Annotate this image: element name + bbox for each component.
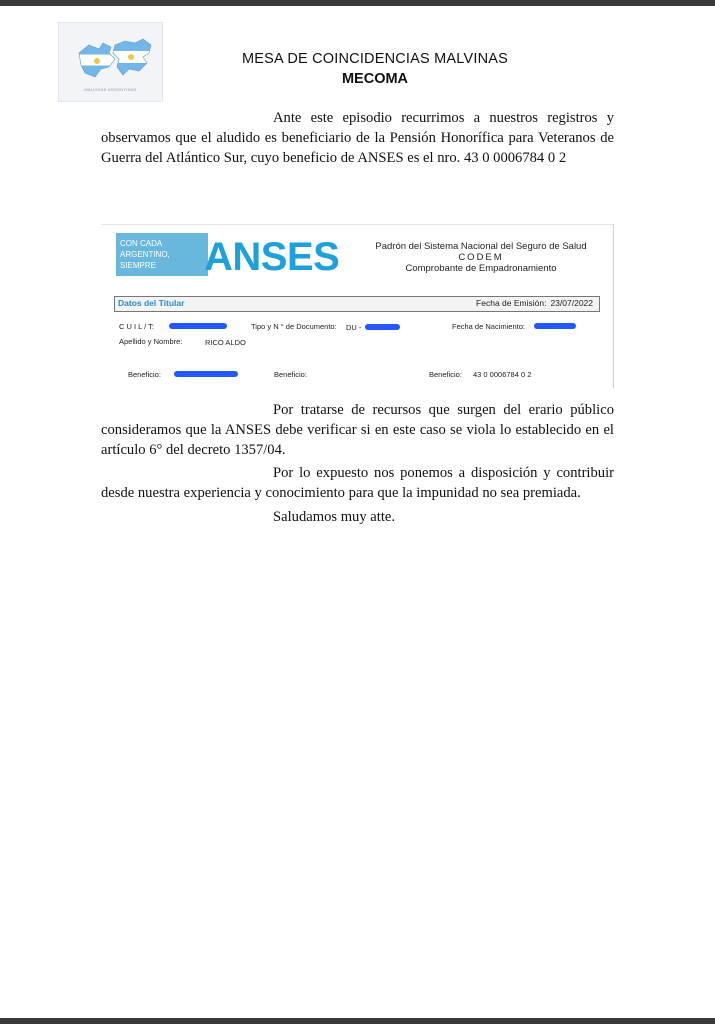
benefit-1-redaction — [174, 371, 238, 377]
name-label: Apellido y Nombre: — [119, 337, 183, 346]
benefit-3-label: Beneficio: — [429, 370, 462, 379]
emision-value: 23/07/2022 — [550, 298, 593, 308]
doc-label: Tipo y N ° de Documento: — [251, 322, 337, 331]
anses-codem-card — [101, 224, 614, 388]
doc-redaction — [365, 324, 400, 330]
logo-caption: MALVINAS ARGENTINAS — [84, 87, 137, 92]
slogan-line-2: ARGENTINO, — [120, 250, 170, 259]
card-header-line-1: Padrón del Sistema Nacional del Seguro de Salud — [375, 241, 587, 252]
organization-title: MESA DE COINCIDENCIAS MALVINAS — [242, 51, 508, 67]
slogan-line-1: CON CADA — [120, 239, 163, 248]
top-edge-bar — [0, 0, 715, 6]
paragraph-1-text: Ante este episodio recurrimos a nuestros registros y observamos que el aludido es beneficiario de la Pensión Honorífica para Veteranos de Guerra del Atlántico Sur, cuyo beneficio de ANSES es el nro. 43 0 0006784 0 2 — [101, 110, 614, 166]
cuil-redaction — [169, 323, 227, 329]
anses-slogan-banner — [116, 233, 208, 276]
name-value: RICO ALDO — [205, 338, 246, 347]
card-border-right — [613, 224, 614, 388]
titular-section-title: Datos del Titular — [118, 298, 185, 308]
paragraph-3 — [101, 463, 614, 503]
paragraph-2 — [101, 400, 614, 460]
paragraph-1 — [101, 108, 614, 168]
paragraph-3-text: Por lo expuesto nos ponemos a disposición y contribuir desde nuestra experiencia y conocimiento para que la impunidad no sea premiada. — [101, 465, 614, 501]
organization-logo — [58, 22, 163, 102]
titular-section-header — [114, 296, 600, 312]
slogan-line-3: SIEMPRE — [120, 261, 157, 270]
card-border-top — [101, 224, 614, 225]
benefit-3-value: 43 0 0006784 0 2 — [473, 370, 532, 379]
emision-label: Fecha de Emisión: — [476, 298, 547, 308]
birthdate-redaction — [534, 323, 576, 329]
doc-prefix: DU - — [346, 323, 362, 332]
card-header-codem: CODEM — [458, 252, 504, 263]
paragraph-2-text: Por tratarse de recursos que surgen del erario público consideramos que la ANSES debe verificar si en este caso se viola lo establecido en el artículo 6° del decreto 1357/04. — [101, 402, 614, 458]
closing-salutation: Saludamos muy atte. — [273, 509, 396, 525]
birthdate-label: Fecha de Nacimiento: — [452, 322, 525, 331]
card-header-line-3: Comprobante de Empadronamiento — [405, 263, 557, 274]
bottom-edge-bar — [0, 1018, 715, 1024]
anses-brand-logo: ANSES — [204, 235, 340, 279]
emision-date — [476, 298, 593, 308]
organization-acronym: MECOMA — [341, 71, 409, 87]
benefit-2-label: Beneficio: — [274, 370, 307, 379]
cuil-label: C U I L / T: — [119, 322, 155, 331]
benefit-1-label: Beneficio: — [128, 370, 161, 379]
